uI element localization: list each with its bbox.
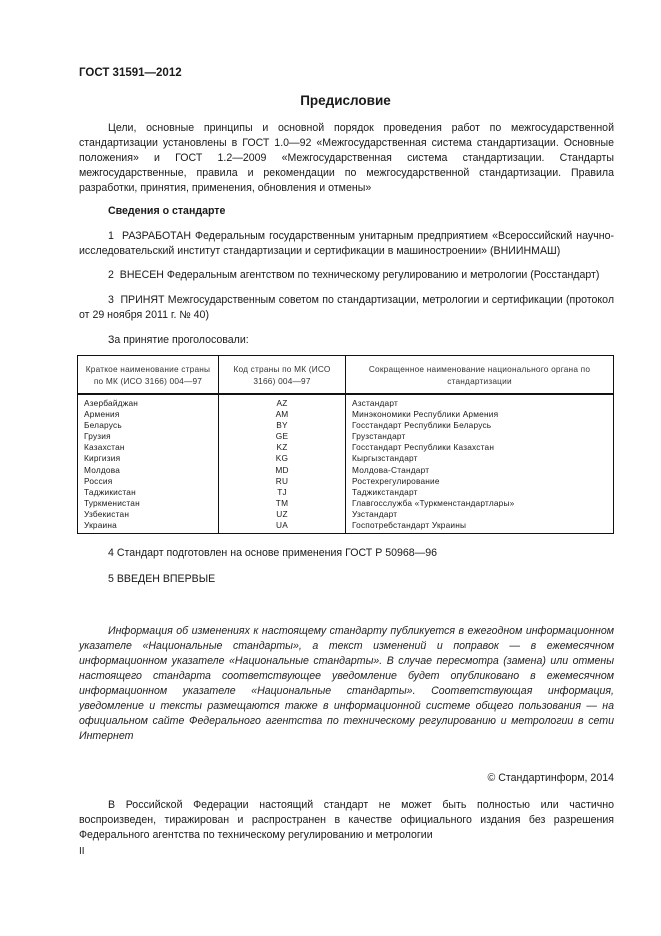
section-heading: Сведения о стандарте (108, 205, 226, 217)
intro-text: Цели, основные принципы и основной порядок проведения работ по межгосударственной стандартизации установлены в ГОСТ 1.0—92 «Межгосударственная система стандартизации. Основные положения» и ГОСТ 1.2—2009 «Межгосударственная система стандартизации. Стандарты межгосударственные, правила и рекомендации по межгосударственной стандартизации. Правила разработки, принятия, применения, обновления и отмены» (79, 122, 614, 194)
table-row (78, 487, 614, 498)
reproduction-rights-text: В Российской Федерации настоящий стандарт не может быть полностью или частично воспроизведен, тиражирован и распространен в качестве официального издания без разрешения Федерального агентства по техническому регулированию и метрологии (79, 799, 614, 841)
item-1 (79, 229, 614, 259)
body-cell: Кыргызстандарт (346, 453, 614, 464)
item-1-text: РАЗРАБОТАН Федеральным государственным унитарным предприятием «Всероссийский научно-исследовательский институт стандартизации и сертификации в машиностроении» (ВНИИНМАШ) (79, 230, 614, 257)
country-cell: Грузия (78, 431, 219, 442)
reproduction-rights-notice (79, 798, 614, 843)
table-row (78, 498, 614, 509)
code-cell: AM (219, 409, 346, 420)
amendments-info-text: Информация об изменениях к настоящему стандарту публикуется в ежегодном информационном указателе «Национальные стандарты», а текст изменений и поправок — в ежемесячном информационном указателе «Национальные стандарты». В случае пересмотра (замена) или отмены настоящего стандарта соответствующее уведомление будет опубликовано в ежемесячном информационном указателе «Национальные стандарты». Соответствующая информация, уведомление и тексты размещаются также в информационной системе общего пользования — на официальном сайте Федерального агентства по техническому регулированию и метрологии в сети Интернет (79, 625, 614, 742)
amendments-info-notice (79, 624, 614, 744)
table-row (78, 509, 614, 520)
vote-caption: За принятие проголосовали: (108, 334, 249, 346)
code-cell: KZ (219, 442, 346, 453)
code-cell: GE (219, 431, 346, 442)
body-cell: Ростехрегулирование (346, 476, 614, 487)
header-body: Сокращенное наименование национального органа по стандартизации (346, 356, 614, 395)
table-row (78, 476, 614, 487)
code-cell: MD (219, 465, 346, 476)
country-cell: Беларусь (78, 420, 219, 431)
country-cell: Туркменистан (78, 498, 219, 509)
country-cell: Россия (78, 476, 219, 487)
body-cell: Узстандарт (346, 509, 614, 520)
table-row (78, 520, 614, 534)
country-cell: Украина (78, 520, 219, 534)
code-cell: BY (219, 420, 346, 431)
body-cell: Госпотребстандарт Украины (346, 520, 614, 534)
copyright-notice: © Стандартинформ, 2014 (487, 772, 614, 784)
body-cell: Молдова-Стандарт (346, 465, 614, 476)
item-3-text: ПРИНЯТ Межгосударственным советом по стандартизации, метрологии и сертификации (протокол от 29 ноября 2011 г. № 40) (79, 294, 614, 321)
table-row (78, 431, 614, 442)
table-row (78, 465, 614, 476)
document-id: ГОСТ 31591—2012 (79, 67, 182, 79)
item-2-text: ВНЕСЕН Федеральным агентством по техническому регулированию и метрологии (Росстандарт) (119, 269, 600, 281)
code-cell: AZ (219, 394, 346, 409)
body-cell: Минэкономики Республики Армения (346, 409, 614, 420)
code-cell: UZ (219, 509, 346, 520)
voting-countries-table (77, 355, 614, 534)
table-header-row (78, 356, 614, 395)
country-cell: Киргизия (78, 453, 219, 464)
item-5: 5 ВВЕДЕН ВПЕРВЫЕ (108, 573, 216, 585)
country-cell: Молдова (78, 465, 219, 476)
table-row (78, 453, 614, 464)
item-3 (79, 293, 614, 323)
table-row (78, 409, 614, 420)
intro-paragraph (79, 121, 614, 196)
body-cell: Главгосслужба «Туркменстандартлары» (346, 498, 614, 509)
item-4: 4 Стандарт подготовлен на основе применения ГОСТ Р 50968—96 (108, 547, 438, 559)
country-cell: Азербайджан (78, 394, 219, 409)
body-cell: Грузстандарт (346, 431, 614, 442)
page-number: II (79, 846, 85, 857)
country-cell: Узбекистан (78, 509, 219, 520)
page-title: Предисловие (300, 93, 391, 108)
item-3-num: 3 (108, 294, 114, 306)
code-cell: KG (219, 453, 346, 464)
country-cell: Армения (78, 409, 219, 420)
code-cell: TJ (219, 487, 346, 498)
body-cell: Госстандарт Республики Беларусь (346, 420, 614, 431)
body-cell: Азстандарт (346, 394, 614, 409)
item-2-num: 2 (108, 269, 114, 281)
item-1-num: 1 (108, 230, 114, 242)
code-cell: TM (219, 498, 346, 509)
body-cell: Госстандарт Республики Казахстан (346, 442, 614, 453)
table-row (78, 442, 614, 453)
table-row (78, 394, 614, 409)
code-cell: RU (219, 476, 346, 487)
country-cell: Казахстан (78, 442, 219, 453)
body-cell: Таджикстандарт (346, 487, 614, 498)
header-country: Краткое наименование страны по МК (ИСО 3166) 004—97 (78, 356, 219, 395)
code-cell: UA (219, 520, 346, 534)
table-row (78, 420, 614, 431)
item-2 (79, 268, 614, 283)
header-code: Код страны по МК (ИСО 3166) 004—97 (219, 356, 346, 395)
country-cell: Таджикистан (78, 487, 219, 498)
